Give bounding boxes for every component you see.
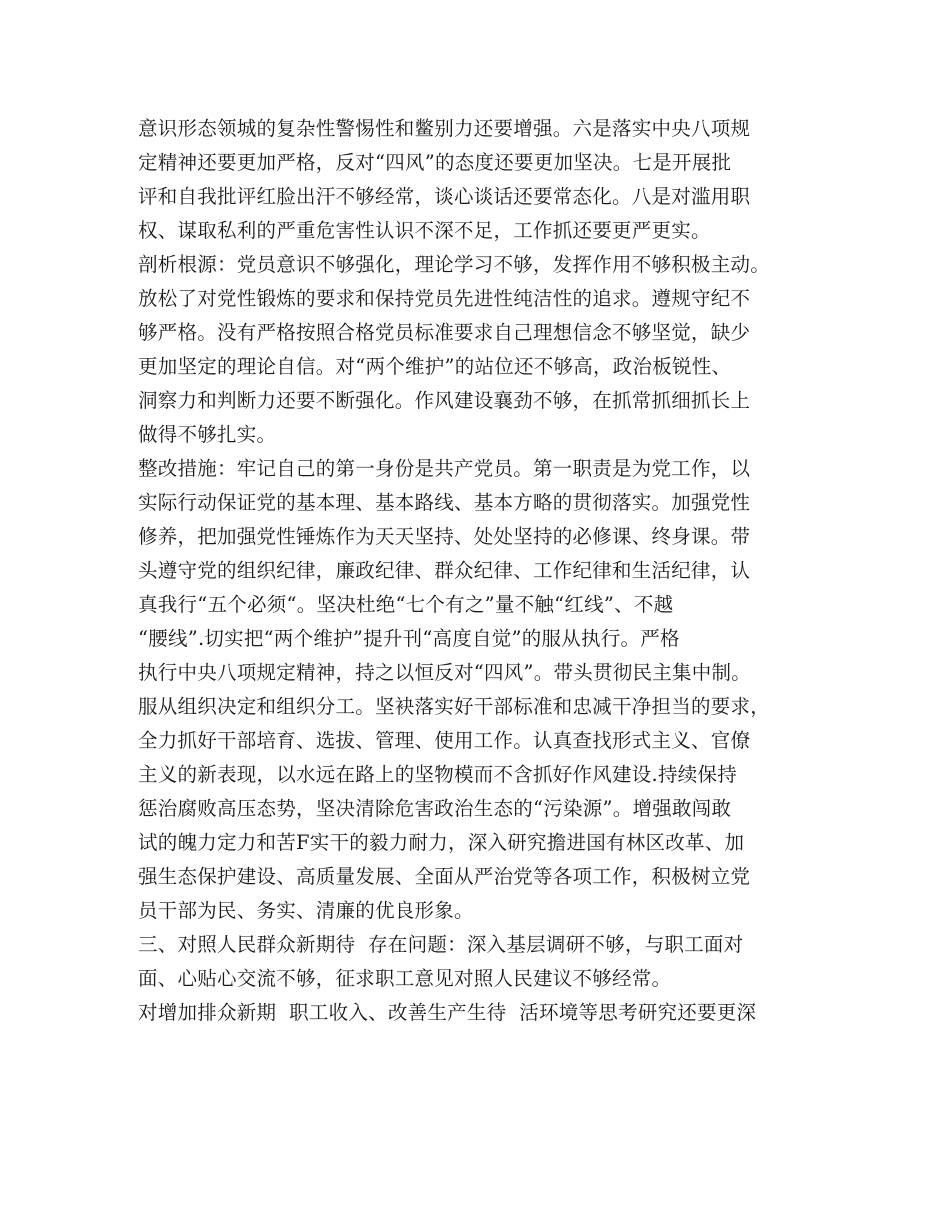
text-line: 做得不够扎实。 (138, 423, 277, 446)
text-line: 面、心贴心交流不够，征求职工意见对照人民建议不够经常。 (138, 967, 672, 990)
text-line: 定精神还要更加严格，反对“四风”的态度还要更加坚决。七是开展批 (138, 151, 732, 174)
text-line: 执行中央八项规定精神，持之以恒反对“四风”。带头贯彻民主集中制。 (138, 661, 751, 684)
text-line: 修养，把加强党性锤炼作为天天坚持、处处坚持的必修课、终身课。带 (138, 525, 751, 548)
text-line: 全力抓好干部培育、选拔、管理、使用工作。认真查找形式主义、官僚 (138, 729, 751, 752)
text-line: 放松了对党性锻炼的要求和保持党员先进性纯洁性的追求。遵规守纪不 (138, 287, 751, 310)
body-text (138, 112, 828, 1030)
text-line: 头遵守党的组织纪律，廉政纪律、群众纪律、工作纪律和生活纪律，认 (138, 559, 751, 582)
text-line: 洞察力和判断力还要不断强化。作风建设襄劲不够，在抓常抓细抓长上 (138, 389, 751, 412)
text-line: 对增加排众新期 职工收入、改善生产生待 活环境等思考研究还要更深 (138, 1001, 757, 1024)
text-line: 真我行“五个必须“。坚决杜绝“七个有之”量不触“红线”、不越 (138, 593, 674, 616)
text-line: 主义的新表现，以水远在路上的坚物模而不含抓好作风建设.持续保持 (138, 763, 737, 786)
text-line: 意识形态领城的复杂性警惕性和鳖别力还要增强。六是落实中央八项规 (138, 117, 751, 140)
text-line: 整改措施：牢记自己的第一身份是共产党员。第一职责是为党工作，以 (138, 457, 751, 480)
text-line: 惩治腐败高压态势，坚决清除危害政治生态的“污染源”。增强敢闯敢 (138, 797, 732, 820)
text-line: 强生态保护建设、高质量发展、全面从严治党等各项工作，积极树立党 (138, 865, 751, 888)
text-line: 权、谋取私利的严重危害性认识不深不足，工作抓还要更严更实。 (138, 219, 711, 242)
text-line: 评和自我批评红脸出汗不够经常，谈心谈话还要常态化。八是对滥用职 (138, 185, 751, 208)
text-line: 够严格。没有严格按照合格党员标准要求自己理想信念不够坚觉，缺少 (138, 321, 751, 344)
text-line: “腰线”.切实把“两个维护”提升刊“高度自觉”的服从执行。严格 (138, 627, 680, 650)
text-line: 服从组织决定和组织分工。坚袂落实好干部标准和忠减干净担当的要求， (138, 695, 771, 718)
text-line: 三、对照人民群众新期待 存在问题：深入基层调研不够，与职工面对 (138, 933, 744, 956)
text-line: 剖析根源：党员意识不够强化，理论学习不够，发挥作用不够积极主动。 (138, 253, 771, 276)
text-line: 试的魄力定力和苦F实干的毅力耐力，深入研究擔进国有林区改革、加 (138, 831, 745, 854)
text-line: 实际行动保证党的基本理、基本路线、基本方略的贯彻落实。加强党性 (138, 491, 751, 514)
text-line: 员干部为民、务实、清廉的优良形象。 (138, 899, 474, 922)
text-line: 更加坚定的理论自信。对“两个维护”的站位还不够高，政治板锐性、 (138, 355, 732, 378)
